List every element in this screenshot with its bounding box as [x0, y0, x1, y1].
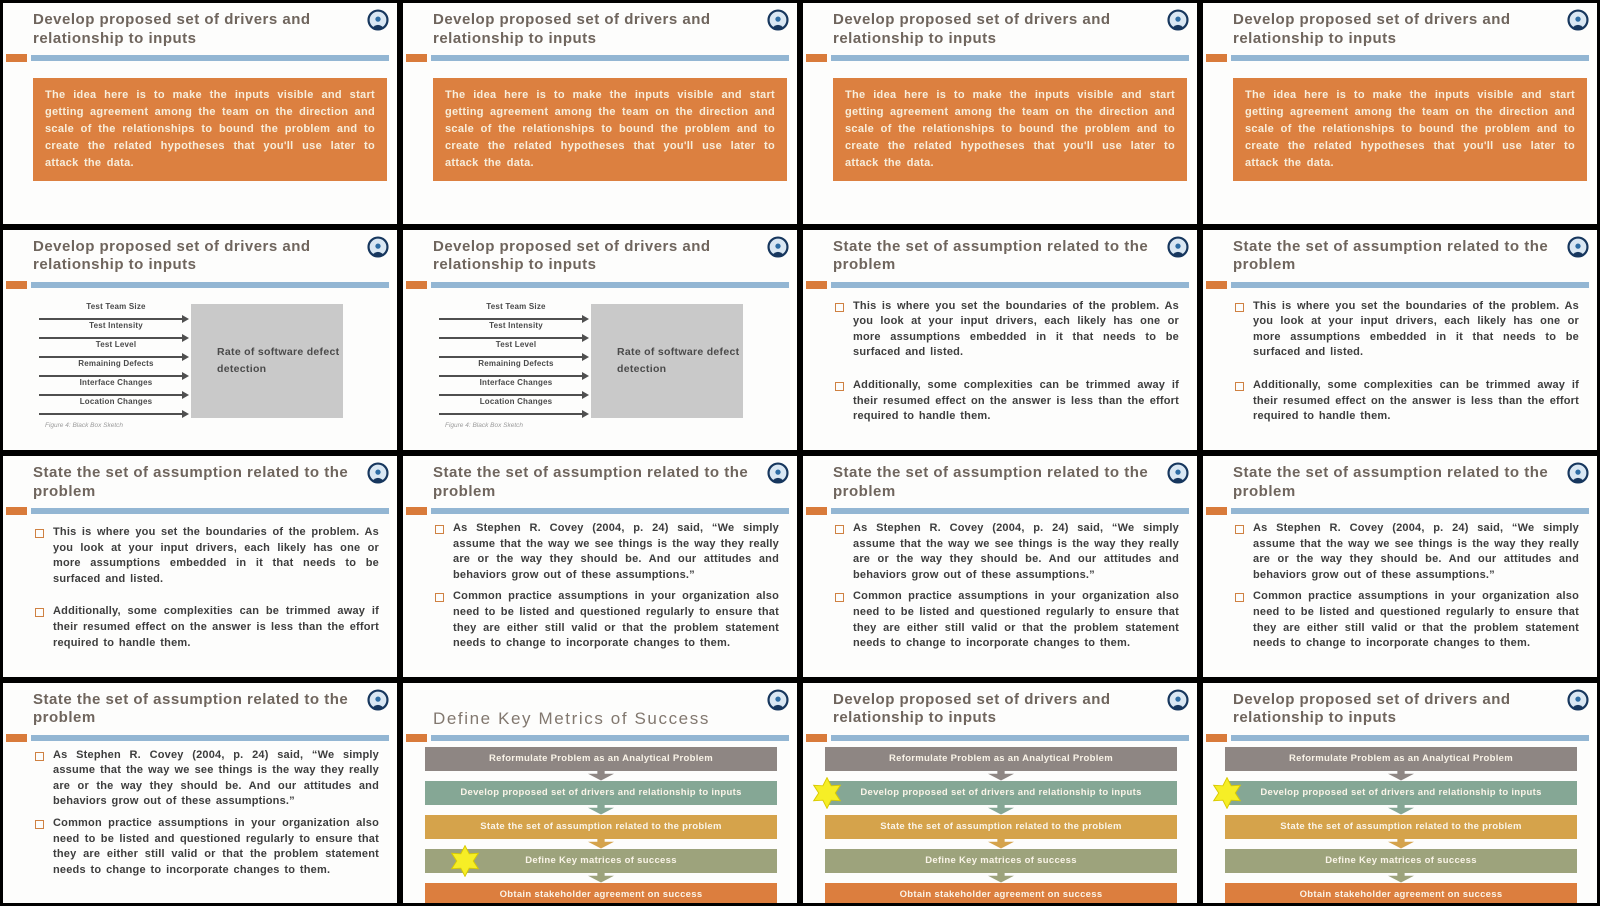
arrow-down-icon: [588, 771, 614, 781]
accent-bar: [806, 281, 827, 289]
slide-thumbnail-drivers-flow[interactable]: [803, 683, 1197, 904]
output-box-label: Rate of software defect detection: [217, 345, 340, 375]
square-bullet-icon: [835, 303, 844, 312]
flow-step-label: Obtain stakeholder agreement on success: [899, 889, 1103, 900]
flow-step-label: State the set of assumption related to the problem: [880, 821, 1122, 832]
header-divider: [431, 508, 789, 514]
accent-bar: [1206, 734, 1227, 742]
arrow-down-icon: [1388, 873, 1414, 883]
square-bullet-icon: [35, 752, 44, 761]
header-rule: [803, 54, 1197, 62]
square-bullet-icon: [835, 525, 844, 534]
header-divider: [1231, 282, 1589, 288]
presenter-logo-icon: [767, 689, 789, 711]
output-box: [191, 304, 343, 418]
flow-step-label: Reformulate Problem as an Analytical Problem: [488, 753, 714, 764]
header-rule: [3, 54, 397, 62]
square-bullet-icon: [435, 593, 444, 602]
flow-step: [825, 747, 1177, 771]
input-row: [43, 302, 189, 321]
bullet-text: Additionally, some complexities can be trimmed away if their resumed effect on the answer is less than the effort required to handle them.: [853, 378, 1179, 423]
presenter-logo-icon: [1567, 689, 1589, 711]
presenter-logo-icon: [367, 689, 389, 711]
bullet-text: Additionally, some complexities can be trimmed away if their resumed effect on the answer is less than the effort required to handle them.: [1253, 378, 1579, 423]
presenter-logo-icon: [1167, 236, 1189, 258]
flow-step: [1225, 815, 1577, 839]
figure-caption: Figure 4: Black Box Sketch: [445, 421, 524, 429]
highlight-star-icon: [809, 777, 845, 809]
square-bullet-icon: [435, 525, 444, 534]
flow-step-label: Develop proposed set of drivers and relationship to inputs: [460, 787, 742, 798]
header-divider: [31, 282, 389, 288]
input-row: [443, 397, 589, 416]
slide-header: [1203, 683, 1597, 731]
input-row: [43, 397, 189, 416]
presenter-logo-icon: [1567, 236, 1589, 258]
slide-thumbnail-assumption-bullets[interactable]: [3, 456, 397, 677]
slide-thumbnail-assumption-covey[interactable]: [403, 456, 797, 677]
intro-text-box: [33, 78, 387, 181]
slide-header: [3, 230, 397, 278]
accent-bar: [806, 507, 827, 515]
flow-step-label: Define Key matrices of success: [525, 855, 677, 866]
slide-header: [803, 3, 1197, 51]
square-bullet-icon: [835, 382, 844, 391]
header-rule: [3, 734, 397, 742]
input-row: [43, 321, 189, 340]
slide-header: [3, 3, 397, 51]
header-divider: [1231, 55, 1589, 61]
accent-bar: [806, 54, 827, 62]
flow-step-label: Reformulate Problem as an Analytical Problem: [1288, 753, 1514, 764]
bullet-item: [35, 525, 379, 587]
slide-thumbnail-assumption-covey[interactable]: [1203, 456, 1597, 677]
right-arrow-icon: [39, 375, 187, 377]
slide-header: [803, 683, 1197, 731]
accent-bar: [6, 281, 27, 289]
input-label: Interface Changes: [79, 377, 153, 387]
flow-step-label: Obtain stakeholder agreement on success: [1299, 889, 1503, 900]
slide-header: [1203, 456, 1597, 504]
arrow-down-icon: [588, 805, 614, 815]
right-arrow-icon: [439, 394, 587, 396]
input-label: Test Intensity: [489, 320, 543, 330]
output-box: [591, 304, 743, 418]
right-arrow-icon: [439, 337, 587, 339]
slide-title: State the set of assumption related to the problem: [433, 464, 749, 500]
square-bullet-icon: [35, 529, 44, 538]
intro-text: The idea here is to make the inputs visible and start getting agreement among the team on the direction and scale of the relationships to bound the problem and to create the related hypotheses that you'll use later to attack the data.: [445, 89, 775, 170]
arrow-down-icon: [988, 873, 1014, 883]
arrow-down-icon: [1388, 805, 1414, 815]
bullet-item: [35, 816, 379, 878]
slide-title: State the set of assumption related to the problem: [33, 464, 349, 500]
header-divider: [31, 55, 389, 61]
arrow-down-icon: [988, 771, 1014, 781]
input-arrows: [443, 302, 589, 418]
bullet-item: [435, 521, 779, 583]
bullet-text: Common practice assumptions in your organization also need to be listed and questioned regularly to ensure that they are either still valid or that the problem statement needs to change to incorporate changes to them.: [53, 816, 379, 876]
flow-step: [1225, 747, 1577, 771]
bullet-item: [1235, 521, 1579, 583]
bullet-item: [835, 589, 1179, 651]
header-divider: [831, 735, 1189, 741]
intro-text-box: [1233, 78, 1587, 181]
header-divider: [431, 55, 789, 61]
input-label: Test Team Size: [86, 301, 146, 311]
slide-title: Develop proposed set of drivers and relationship to inputs: [1233, 11, 1511, 47]
input-row: [43, 378, 189, 397]
accent-bar: [6, 54, 27, 62]
slide-header: [403, 456, 797, 504]
header-divider: [31, 735, 389, 741]
highlight-star-icon: [447, 845, 483, 877]
slide-header: [1203, 230, 1597, 278]
slide-thumbnail-assumption-bullets[interactable]: [803, 230, 1197, 451]
slide-thumbnail-drivers-diagram[interactable]: [403, 230, 797, 451]
flow-step-label: State the set of assumption related to the problem: [480, 821, 722, 832]
slide-title: State the set of assumption related to the problem: [1233, 464, 1549, 500]
header-rule: [803, 507, 1197, 515]
slide-thumbnail-drivers-flow[interactable]: [1203, 683, 1597, 904]
bullet-item: [1235, 589, 1579, 651]
bullet-text: As Stephen R. Covey (2004, p. 24) said, “We simply assume that the way we see things is the way they really are or the way they should be. And our attitudes and behaviors grow out of these assumptions.”: [853, 522, 1179, 581]
intro-text: The idea here is to make the inputs visible and start getting agreement among the team on the direction and scale of the relationships to bound the problem and to create the related hypotheses that you'll use later to attack the data.: [45, 89, 375, 170]
flow-step: [825, 883, 1177, 904]
bullet-item: [1235, 299, 1579, 361]
slide-title: State the set of assumption related to the problem: [833, 464, 1149, 500]
accent-bar: [1206, 281, 1227, 289]
square-bullet-icon: [1235, 525, 1244, 534]
square-bullet-icon: [835, 593, 844, 602]
arrow-down-icon: [588, 839, 614, 849]
header-divider: [831, 508, 1189, 514]
header-rule: [803, 281, 1197, 289]
square-bullet-icon: [1235, 593, 1244, 602]
header-rule: [1203, 734, 1597, 742]
header-divider: [831, 55, 1189, 61]
slide-thumbnail-assumption-covey[interactable]: [3, 683, 397, 904]
presenter-logo-icon: [1567, 462, 1589, 484]
bullet-list: [1235, 299, 1579, 425]
header-rule: [403, 281, 797, 289]
presenter-logo-icon: [1167, 462, 1189, 484]
bullet-list: [835, 521, 1179, 652]
slide-header: [803, 456, 1197, 504]
right-arrow-icon: [439, 375, 587, 377]
slide-header: [403, 3, 797, 51]
slide-thumbnail-drivers-diagram[interactable]: [3, 230, 397, 451]
flow-step-label: Define Key matrices of success: [1325, 855, 1477, 866]
arrow-down-icon: [588, 873, 614, 883]
figure-caption: Figure 4: Black Box Sketch: [45, 421, 124, 429]
flow-step: [425, 747, 777, 771]
bullet-text: Additionally, some complexities can be trimmed away if their resumed effect on the answer is less than the effort required to handle them.: [53, 605, 379, 649]
flow-step: [425, 815, 777, 839]
slide-thumbnail-drivers-intro[interactable]: [803, 3, 1197, 224]
bullet-text: This is where you set the boundaries of the problem. As you look at your input drivers, each likely has one or more assumptions embedded in it that needs to be surfaced and listed.: [853, 299, 1179, 359]
accent-bar: [406, 734, 427, 742]
bullet-list: [1235, 521, 1579, 652]
header-rule: [1203, 54, 1597, 62]
slide-thumbnail-assumption-covey[interactable]: [803, 456, 1197, 677]
input-label: Test Intensity: [89, 320, 143, 330]
accent-bar: [406, 507, 427, 515]
input-label: Test Level: [495, 339, 537, 349]
header-rule: [803, 734, 1197, 742]
input-row: [43, 359, 189, 378]
right-arrow-icon: [39, 356, 187, 358]
header-rule: [403, 734, 797, 742]
bullet-item: [835, 521, 1179, 583]
header-rule: [3, 281, 397, 289]
right-arrow-icon: [439, 318, 587, 320]
input-label: Test Team Size: [486, 301, 546, 311]
slide-title: Develop proposed set of drivers and relationship to inputs: [433, 11, 711, 47]
input-label: Remaining Defects: [78, 358, 154, 368]
bullet-text: As Stephen R. Covey (2004, p. 24) said, “We simply assume that the way we see things is the way they really are or the way they should be. And our attitudes and behaviors grow out of these assumptions.”: [453, 522, 779, 581]
right-arrow-icon: [439, 413, 587, 415]
input-label: Location Changes: [479, 396, 553, 406]
accent-bar: [406, 54, 427, 62]
presenter-logo-icon: [1167, 9, 1189, 31]
square-bullet-icon: [35, 820, 44, 829]
flow-step-label: Obtain stakeholder agreement on success: [499, 889, 703, 900]
bullet-list: [435, 521, 779, 652]
bullet-item: [1235, 378, 1579, 425]
slide-title: State the set of assumption related to the problem: [33, 690, 349, 727]
header-divider: [431, 735, 789, 741]
bullet-list: [35, 748, 379, 879]
right-arrow-icon: [39, 394, 187, 396]
slide-header: [403, 683, 797, 731]
slide-thumbnail-drivers-intro[interactable]: [3, 3, 397, 224]
flow-step-label: Develop proposed set of drivers and relationship to inputs: [860, 787, 1142, 798]
process-flow-diagram: [1225, 747, 1577, 904]
intro-text: The idea here is to make the inputs visible and start getting agreement among the team on the direction and scale of the relationships to bound the problem and to create the related hypotheses that you'll use later to attack the data.: [845, 89, 1175, 170]
bullet-item: [835, 299, 1179, 361]
right-arrow-icon: [39, 318, 187, 320]
slide-header: [3, 683, 397, 731]
input-label: Location Changes: [79, 396, 153, 406]
header-rule: [403, 54, 797, 62]
arrow-down-icon: [1388, 839, 1414, 849]
slide-title: Develop proposed set of drivers and relationship to inputs: [1233, 690, 1511, 727]
header-divider: [431, 282, 789, 288]
flow-step-label: Reformulate Problem as an Analytical Problem: [888, 753, 1114, 764]
header-rule: [3, 507, 397, 515]
slide-thumbnail-drivers-intro[interactable]: [1203, 3, 1597, 224]
flow-step: [1225, 781, 1577, 805]
bullet-item: [35, 748, 379, 810]
right-arrow-icon: [39, 337, 187, 339]
slide-thumbnail-drivers-intro[interactable]: [403, 3, 797, 224]
flow-step-label: Define Key matrices of success: [925, 855, 1077, 866]
slide-title: State the set of assumption related to the problem: [1233, 237, 1549, 274]
black-box-diagram: [443, 302, 783, 418]
black-box-diagram: [43, 302, 383, 418]
slide-title: State the set of assumption related to the problem: [833, 237, 1149, 274]
accent-bar: [1206, 54, 1227, 62]
input-arrows: [43, 302, 189, 418]
accent-bar: [6, 734, 27, 742]
square-bullet-icon: [35, 608, 44, 617]
flow-step: [825, 781, 1177, 805]
flow-step: [1225, 849, 1577, 873]
bullet-list: [35, 525, 379, 651]
presenter-logo-icon: [1167, 689, 1189, 711]
right-arrow-icon: [39, 413, 187, 415]
square-bullet-icon: [1235, 303, 1244, 312]
slide-header: [403, 230, 797, 278]
input-row: [43, 340, 189, 359]
header-divider: [831, 282, 1189, 288]
arrow-down-icon: [988, 839, 1014, 849]
flow-step: [825, 815, 1177, 839]
slide-thumbnail-assumption-bullets[interactable]: [1203, 230, 1597, 451]
slide-title: Develop proposed set of drivers and relationship to inputs: [433, 237, 711, 274]
header-rule: [1203, 281, 1597, 289]
flow-step: [1225, 883, 1577, 904]
accent-bar: [406, 281, 427, 289]
slide-header: [803, 230, 1197, 278]
bullet-text: Common practice assumptions in your organization also need to be listed and questioned regularly to ensure that they are either still valid or that the problem statement needs to change to incorporate changes to them.: [453, 590, 779, 650]
accent-bar: [806, 734, 827, 742]
presenter-logo-icon: [367, 9, 389, 31]
accent-bar: [6, 507, 27, 515]
bullet-text: As Stephen R. Covey (2004, p. 24) said, “We simply assume that the way we see things is the way they really are or the way they should be. And our attitudes and behaviors grow out of these assumptions.”: [53, 748, 379, 808]
input-row: [443, 378, 589, 397]
header-rule: [1203, 507, 1597, 515]
bullet-item: [35, 604, 379, 651]
bullet-text: This is where you set the boundaries of the problem. As you look at your input drivers, each likely has one or more assumptions embedded in it that needs to be surfaced and listed.: [53, 526, 379, 585]
header-rule: [403, 507, 797, 515]
right-arrow-icon: [439, 356, 587, 358]
slide-title: Develop proposed set of drivers and relationship to inputs: [833, 690, 1111, 727]
bullet-text: Common practice assumptions in your organization also need to be listed and questioned regularly to ensure that they are either still valid or that the problem statement needs to change to incorporate changes to them.: [1253, 590, 1579, 650]
bullet-text: Common practice assumptions in your organization also need to be listed and questioned regularly to ensure that they are either still valid or that the problem statement needs to change to incorporate changes to them.: [853, 590, 1179, 650]
input-row: [443, 302, 589, 321]
presenter-logo-icon: [1567, 9, 1589, 31]
arrow-down-icon: [988, 805, 1014, 815]
presenter-logo-icon: [767, 236, 789, 258]
header-divider: [1231, 508, 1589, 514]
bullet-text: As Stephen R. Covey (2004, p. 24) said, “We simply assume that the way we see things is the way they really are or the way they should be. And our attitudes and behaviors grow out of these assumptions.”: [1253, 522, 1579, 581]
highlight-star-icon: [1209, 777, 1245, 809]
flow-step-label: State the set of assumption related to the problem: [1280, 821, 1522, 832]
arrow-down-icon: [1388, 771, 1414, 781]
bullet-list: [835, 299, 1179, 425]
flow-step: [425, 883, 777, 904]
presenter-logo-icon: [767, 462, 789, 484]
process-flow-diagram: [425, 747, 777, 904]
flow-step-label: Develop proposed set of drivers and relationship to inputs: [1260, 787, 1542, 798]
intro-text-box: [433, 78, 787, 181]
input-row: [443, 321, 589, 340]
input-label: Remaining Defects: [478, 358, 554, 368]
slide-title: Develop proposed set of drivers and relationship to inputs: [33, 11, 311, 47]
slide-title: Define Key Metrics of Success: [433, 709, 710, 729]
header-divider: [31, 508, 389, 514]
intro-text-box: [833, 78, 1187, 181]
slide-title: Develop proposed set of drivers and relationship to inputs: [33, 237, 311, 274]
presenter-logo-icon: [367, 236, 389, 258]
slide-header: [3, 456, 397, 504]
bullet-item: [835, 378, 1179, 425]
slide-header: [1203, 3, 1597, 51]
input-row: [443, 340, 589, 359]
flow-step: [825, 849, 1177, 873]
input-label: Test Level: [95, 339, 137, 349]
flow-step: [425, 781, 777, 805]
square-bullet-icon: [1235, 382, 1244, 391]
process-flow-diagram: [825, 747, 1177, 904]
bullet-text: This is where you set the boundaries of the problem. As you look at your input drivers, each likely has one or more assumptions embedded in it that needs to be surfaced and listed.: [1253, 299, 1579, 359]
intro-text: The idea here is to make the inputs visible and start getting agreement among the team on the direction and scale of the relationships to bound the problem and to create the related hypotheses that you'll use later to attack the data.: [1245, 89, 1575, 170]
presenter-logo-icon: [367, 462, 389, 484]
presenter-logo-icon: [767, 9, 789, 31]
input-row: [443, 359, 589, 378]
input-label: Interface Changes: [479, 377, 553, 387]
slide-title: Develop proposed set of drivers and relationship to inputs: [833, 11, 1111, 47]
header-divider: [1231, 735, 1589, 741]
output-box-label: Rate of software defect detection: [617, 345, 740, 375]
accent-bar: [1206, 507, 1227, 515]
slide-thumbnail-metrics-flow[interactable]: [403, 683, 797, 904]
bullet-item: [435, 589, 779, 651]
